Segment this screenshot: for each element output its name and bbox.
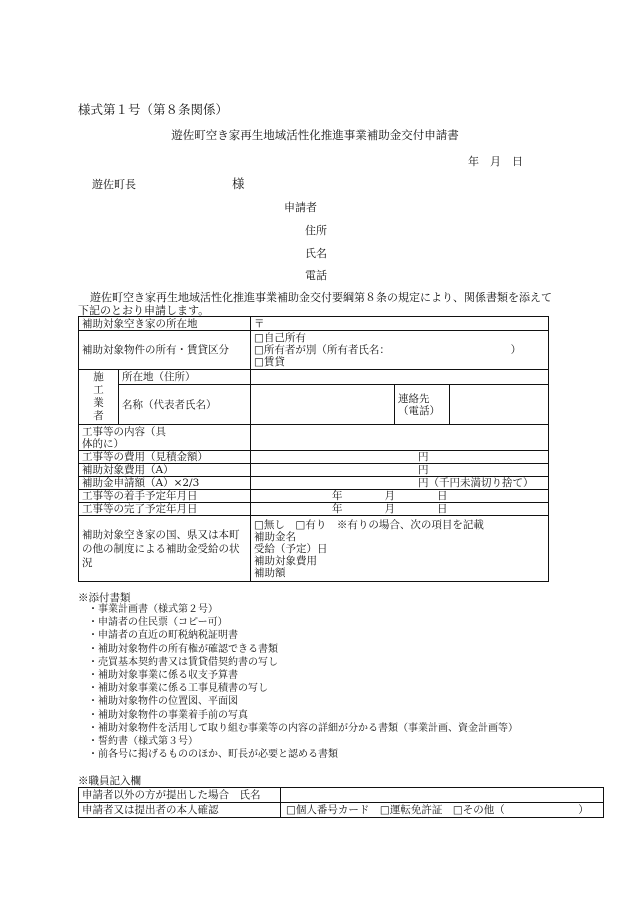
staff-table: [78, 787, 604, 818]
staff-id-check-text[interactable]: □個人番号カード □運転免許証 □その他（ ）: [286, 804, 589, 816]
other-subsidy-label: [79, 516, 251, 582]
cost-label-estimate: 工事等の費用（見積金額）: [79, 451, 251, 464]
attachment-item: ・補助対象物件の所有権が確認できる書類: [88, 643, 278, 655]
other-subsidy-cost: 補助対象費用: [254, 554, 317, 567]
start-date-field[interactable]: [251, 490, 549, 503]
cost-field-eligible[interactable]: [251, 464, 549, 477]
contractor-address-field[interactable]: [251, 370, 549, 385]
work-content-label: [79, 425, 251, 451]
ownership-option-self[interactable]: □自己所有: [254, 332, 306, 344]
cost-field-estimate[interactable]: [251, 451, 549, 464]
applicant-address-label: 住所: [305, 224, 327, 237]
contractor-name-field[interactable]: [251, 385, 395, 425]
contact-label-text: 連絡先（電話）: [398, 392, 440, 417]
contractor-name-label: 名称（代表者氏名）: [119, 385, 251, 425]
ownership-option-other[interactable]: □所有者が別（所有者氏名： ）: [254, 344, 522, 356]
document-title: 遊佐町空き家再生地域活性化推進事業補助金交付申請書: [171, 128, 459, 142]
form-number: 様式第１号（第８条関係）: [78, 102, 229, 117]
other-subsidy-options[interactable]: □無し □有り ※有りの場合、次の項目を記載: [254, 518, 484, 531]
start-date-value: 年 月 日: [332, 490, 448, 502]
attachment-item: ・申請者の住民票（コピー可）: [88, 617, 228, 629]
location-label: 補助対象空き家の所在地: [79, 317, 251, 331]
attachment-item: ・補助対象物件の位置図、平面図: [88, 696, 238, 708]
other-subsidy-name: 補助金名: [254, 530, 296, 543]
staff-id-check-label: 申請者又は提出者の本人確認: [79, 803, 281, 818]
contractor-address-label: 所在地（住所）: [119, 370, 251, 385]
cost-label-request: 補助金申請額（A）×2/3: [79, 477, 251, 490]
addressee: 遊佐町長: [92, 178, 136, 191]
work-content-field[interactable]: [251, 425, 549, 451]
contact-field[interactable]: [450, 385, 549, 425]
application-table: [78, 316, 549, 582]
cost-label-eligible: 補助対象費用（A）: [79, 464, 251, 477]
location-field[interactable]: 〒: [251, 317, 549, 331]
attachments-heading: ※添付書類: [78, 592, 131, 604]
other-subsidy-label-text: 補助対象空き家の国、県又は本町の他の制度による補助金受給の状況: [82, 528, 240, 569]
cost-unit-request: 円（千円未満切り捨て）: [418, 477, 534, 489]
attachment-item: ・事業計画書（様式第２号）: [88, 604, 218, 615]
staff-submitter-field[interactable]: [281, 788, 604, 803]
attachment-item: ・申請者の直近の町税納税証明書: [88, 630, 238, 642]
cost-unit-eligible: 円: [418, 464, 429, 476]
start-date-label: 工事等の着手予定年月日: [79, 490, 251, 503]
cost-unit-estimate: 円: [418, 451, 429, 463]
ownership-options[interactable]: [251, 331, 549, 370]
contractor-label-text: 施工業者: [93, 371, 104, 422]
attachments-list: [88, 603, 518, 761]
applicant-label: 申請者: [284, 201, 317, 214]
other-subsidy-date: 受給（予定）日: [254, 542, 328, 555]
end-date-value: 年 月 日: [332, 503, 448, 515]
ownership-label: 補助対象物件の所有・賃貸区分: [79, 331, 251, 370]
attachment-item: ・補助対象事業に係る工事見積書の写し: [88, 683, 268, 695]
attachment-item: ・補助対象事業に係る収支予算書: [88, 670, 238, 682]
contractor-label: [79, 370, 119, 425]
other-subsidy-amount: 補助額: [254, 566, 286, 579]
staff-submitter-label: 申請者以外の方が提出した場合 氏名: [79, 788, 281, 803]
attachment-item: ・補助対象物件の事業着手前の写真: [88, 709, 248, 721]
staff-section-heading: ※職員記入欄: [78, 775, 141, 787]
honorific: 様: [232, 176, 245, 191]
end-date-label: 工事等の完了予定年月日: [79, 503, 251, 516]
date-line: 年 月 日: [468, 155, 523, 168]
attachment-item: ・売買基本契約書又は賃貸借契約書の写し: [88, 656, 278, 668]
cost-field-request[interactable]: [251, 477, 549, 490]
other-subsidy-field[interactable]: [251, 516, 549, 582]
attachment-item: ・前各号に掲げるもののほか、町長が必要と認める書類: [88, 749, 338, 761]
staff-id-check-options[interactable]: [281, 803, 604, 818]
attachment-item: ・誓約書（様式第３号）: [88, 736, 198, 748]
applicant-phone-label: 電話: [305, 269, 327, 282]
applicant-name-label: 氏名: [305, 247, 327, 260]
contact-label: [395, 385, 450, 425]
intro-paragraph: 遊佐町空き家再生地域活性化推進事業補助金交付要綱第８条の規定により、関係書類を添えて下記のとおり申請します。: [78, 291, 552, 317]
ownership-option-rent[interactable]: □賃貸: [254, 356, 285, 368]
work-content-label-text: 工事等の内容（具体的に）: [82, 425, 166, 450]
end-date-field[interactable]: [251, 503, 549, 516]
attachment-item: ・補助対象物件を活用して取り組む事業等の内容の詳細が分かる書類（事業計画、資金計画等）: [88, 722, 518, 734]
